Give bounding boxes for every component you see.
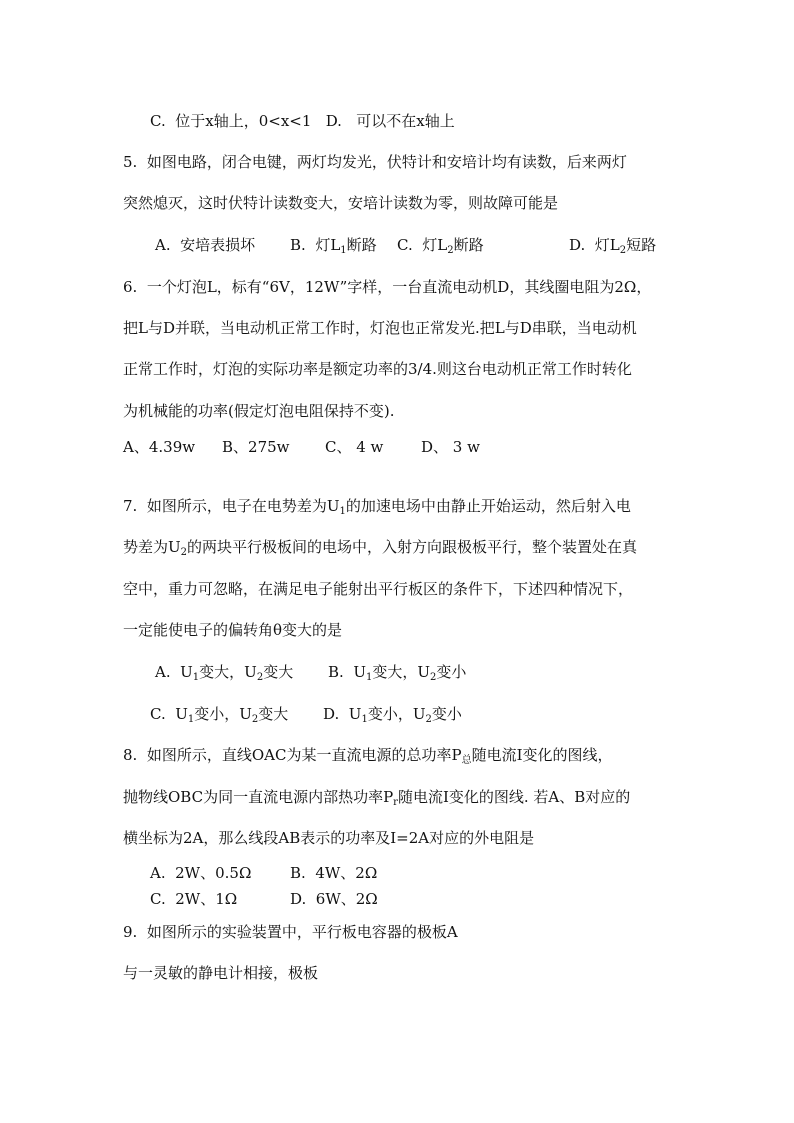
q7-text-line-1: 7. 如图所示，电子在电势差为$U_1$的加速电场中由静止开始运动，然后射入电 [123,497,631,517]
q8-option-a: A. 2W、0.5Ω [150,864,252,882]
prev-question-options: C. 位于x轴上，0<x<1 D. 可以不在x轴上 [150,112,455,130]
q5-text-line-1: 5. 如图电路，闭合电键，两灯均发光，伏特计和安培计均有读数，后来两灯 [123,153,627,171]
q6-option-b: B、275w [222,438,290,456]
q5-option-d: D. 灯$L_2$短路 [569,236,657,256]
q7-option-d: D. $U_1$变小，$U_2$变小 [323,705,462,725]
q7-option-a: A. $U_1$变大，$U_2$变大 [155,663,294,683]
q8-option-c: C. 2W、1Ω [150,890,238,908]
q9-text-line-1: 9. 如图所示的实验装置中，平行板电容器的极板A [123,923,458,941]
q8-text-line-2: 抛物线OBC为同一直流电源内部热功率$P_r$随电流I变化的图线. 若A、B对应的 [123,788,631,808]
q6-text-line-3: 正常工作时，灯泡的实际功率是额定功率的3/4.则这台电动机正常工作时转化 [123,360,632,378]
q9-text-line-2: 与一灵敏的静电计相接，极板 [123,964,319,982]
q5-option-a: A. 安培表损坏 [155,236,256,254]
q7-option-c: C. $U_1$变小，$U_2$变大 [150,705,289,725]
q6-text-line-2: 把L与D并联，当电动机正常工作时，灯泡也正常发光.把L与D串联，当电动机 [123,319,637,337]
q6-option-d: D、 3 w [421,438,480,456]
q7-text-line-2: 势差为$U_2$的两块平行极板间的电场中，入射方向跟极板平行，整个装置处在真 [123,538,638,558]
q8-option-b: B. 4W、2Ω [290,864,378,882]
q7-option-b: B. $U_1$变大，$U_2$变小 [328,663,467,683]
q7-text-line-3: 空中，重力可忽略，在满足电子能射出平行板区的条件下，下述四种情况下， [123,580,634,598]
q8-option-d: D. 6W、2Ω [290,890,378,908]
q8-text-line-1: 8. 如图所示，直线OAC为某一直流电源的总功率$P_总$随电流Ⅰ变化的图线， [123,746,613,766]
q6-option-a: A、4.39w [123,438,196,456]
q5-option-b: B. 灯$L_1$断路 [290,236,377,256]
q6-option-c: C、 4 w [325,438,384,456]
q7-text-line-4: 一定能使电子的偏转角θ变大的是 [123,621,343,639]
q6-text-line-4: 为机械能的功率(假定灯泡电阻保持不变). [123,402,395,420]
q6-text-line-1: 6. 一个灯泡L，标有“6V，12W”字样，一台直流电动机D，其线圈电阻为2Ω， [123,278,652,296]
q5-option-c: C. 灯$L_2$断路 [397,236,484,256]
q8-text-line-3: 横坐标为2A，那么线段AB表示的功率及I=2A对应的外电阻是 [123,829,535,847]
q5-text-line-2: 突然熄灭，这时伏特计读数变大，安培计读数为零，则故障可能是 [123,194,559,212]
